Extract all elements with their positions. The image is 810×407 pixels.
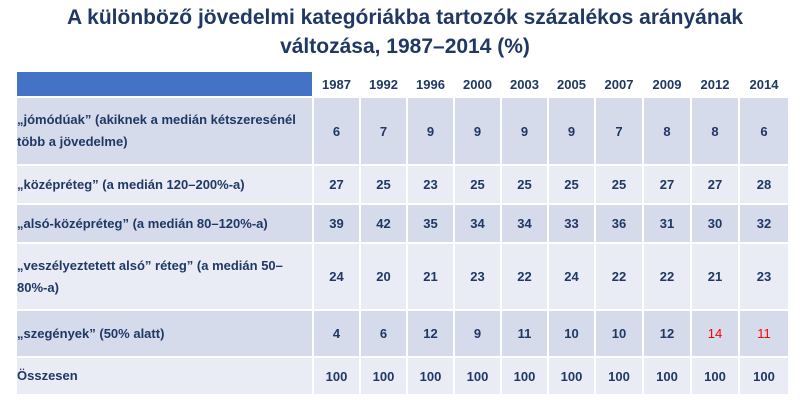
value-cell: 28: [739, 165, 789, 204]
value-cell: 100: [548, 357, 595, 395]
value-cell: 25: [548, 165, 595, 204]
value-cell: 23: [454, 243, 501, 310]
value-cell: 32: [739, 204, 789, 243]
year-header: 2007: [595, 71, 643, 97]
table-header-row: [16, 71, 789, 97]
value-cell: 11: [501, 310, 548, 357]
value-cell: 23: [739, 243, 789, 310]
value-cell: 27: [691, 165, 739, 204]
year-header: 2009: [643, 71, 691, 97]
value-cell: 23: [407, 165, 454, 204]
value-cell: 10: [595, 310, 643, 357]
value-cell: 30: [691, 204, 739, 243]
value-cell: 25: [360, 165, 407, 204]
value-cell: 9: [454, 97, 501, 165]
row-label: Összesen: [16, 357, 313, 395]
value-cell: 21: [407, 243, 454, 310]
year-header: 2000: [454, 71, 501, 97]
value-cell: 21: [691, 243, 739, 310]
value-cell: 27: [313, 165, 360, 204]
value-cell: 25: [501, 165, 548, 204]
value-cell: 22: [595, 243, 643, 310]
year-header: 2003: [501, 71, 548, 97]
value-cell: 9: [407, 97, 454, 165]
table-row: [16, 97, 789, 165]
year-header: 2014: [739, 71, 789, 97]
title-line-1: A különböző jövedelmi kategóriákba tartozók százalékos arányának: [66, 6, 744, 29]
value-cell: 25: [595, 165, 643, 204]
header-corner-cell: [16, 71, 313, 97]
value-cell: 100: [595, 357, 643, 395]
table-row: [16, 204, 789, 243]
value-cell: 24: [548, 243, 595, 310]
value-cell: 100: [454, 357, 501, 395]
value-cell: 42: [360, 204, 407, 243]
value-cell: 6: [360, 310, 407, 357]
value-cell: 27: [643, 165, 691, 204]
income-category-table: [15, 70, 790, 396]
year-header: 2012: [691, 71, 739, 97]
table-row: [16, 310, 789, 357]
year-header: 1992: [360, 71, 407, 97]
value-cell: 10: [548, 310, 595, 357]
value-cell: 8: [691, 97, 739, 165]
value-cell: 9: [548, 97, 595, 165]
row-label: „szegények” (50% alatt): [16, 310, 313, 357]
value-cell: 100: [691, 357, 739, 395]
value-cell: 7: [360, 97, 407, 165]
row-label: „alsó-középréteg” (a medián 80–120%-a): [16, 204, 313, 243]
year-header: 1996: [407, 71, 454, 97]
value-cell: 35: [407, 204, 454, 243]
value-cell: 100: [501, 357, 548, 395]
value-cell: 6: [313, 97, 360, 165]
value-cell: 9: [501, 97, 548, 165]
value-cell: 34: [454, 204, 501, 243]
value-cell: 100: [313, 357, 360, 395]
table-row: [16, 165, 789, 204]
value-cell: 6: [739, 97, 789, 165]
value-cell: 24: [313, 243, 360, 310]
table-row-total: [16, 357, 789, 395]
table-row: [16, 243, 789, 310]
value-cell: 36: [595, 204, 643, 243]
title-line-2: változása, 1987–2014 (%): [280, 35, 530, 58]
value-cell: 100: [739, 357, 789, 395]
value-cell: 100: [643, 357, 691, 395]
value-cell: 8: [643, 97, 691, 165]
row-label: „középréteg” (a medián 120–200%-a): [16, 165, 313, 204]
value-cell: 22: [643, 243, 691, 310]
page-title: [0, 3, 810, 63]
row-label: „veszélyeztetett alsó” réteg” (a medián 50–80%-a): [16, 243, 313, 310]
value-cell: 12: [643, 310, 691, 357]
row-label: „jómódúak” (akiknek a medián kétszeresénél több a jövedelme): [16, 97, 313, 165]
value-cell: 12: [407, 310, 454, 357]
value-cell: 4: [313, 310, 360, 357]
value-cell: 34: [501, 204, 548, 243]
value-cell: 33: [548, 204, 595, 243]
value-cell: 100: [360, 357, 407, 395]
value-cell: 7: [595, 97, 643, 165]
value-cell: 9: [454, 310, 501, 357]
value-cell: 20: [360, 243, 407, 310]
value-cell: 39: [313, 204, 360, 243]
value-cell: 22: [501, 243, 548, 310]
value-cell: 31: [643, 204, 691, 243]
year-header: 1987: [313, 71, 360, 97]
value-cell: 25: [454, 165, 501, 204]
value-cell: 100: [407, 357, 454, 395]
highlighted-value-cell: 14: [691, 310, 739, 357]
year-header: 2005: [548, 71, 595, 97]
highlighted-value-cell: 11: [739, 310, 789, 357]
